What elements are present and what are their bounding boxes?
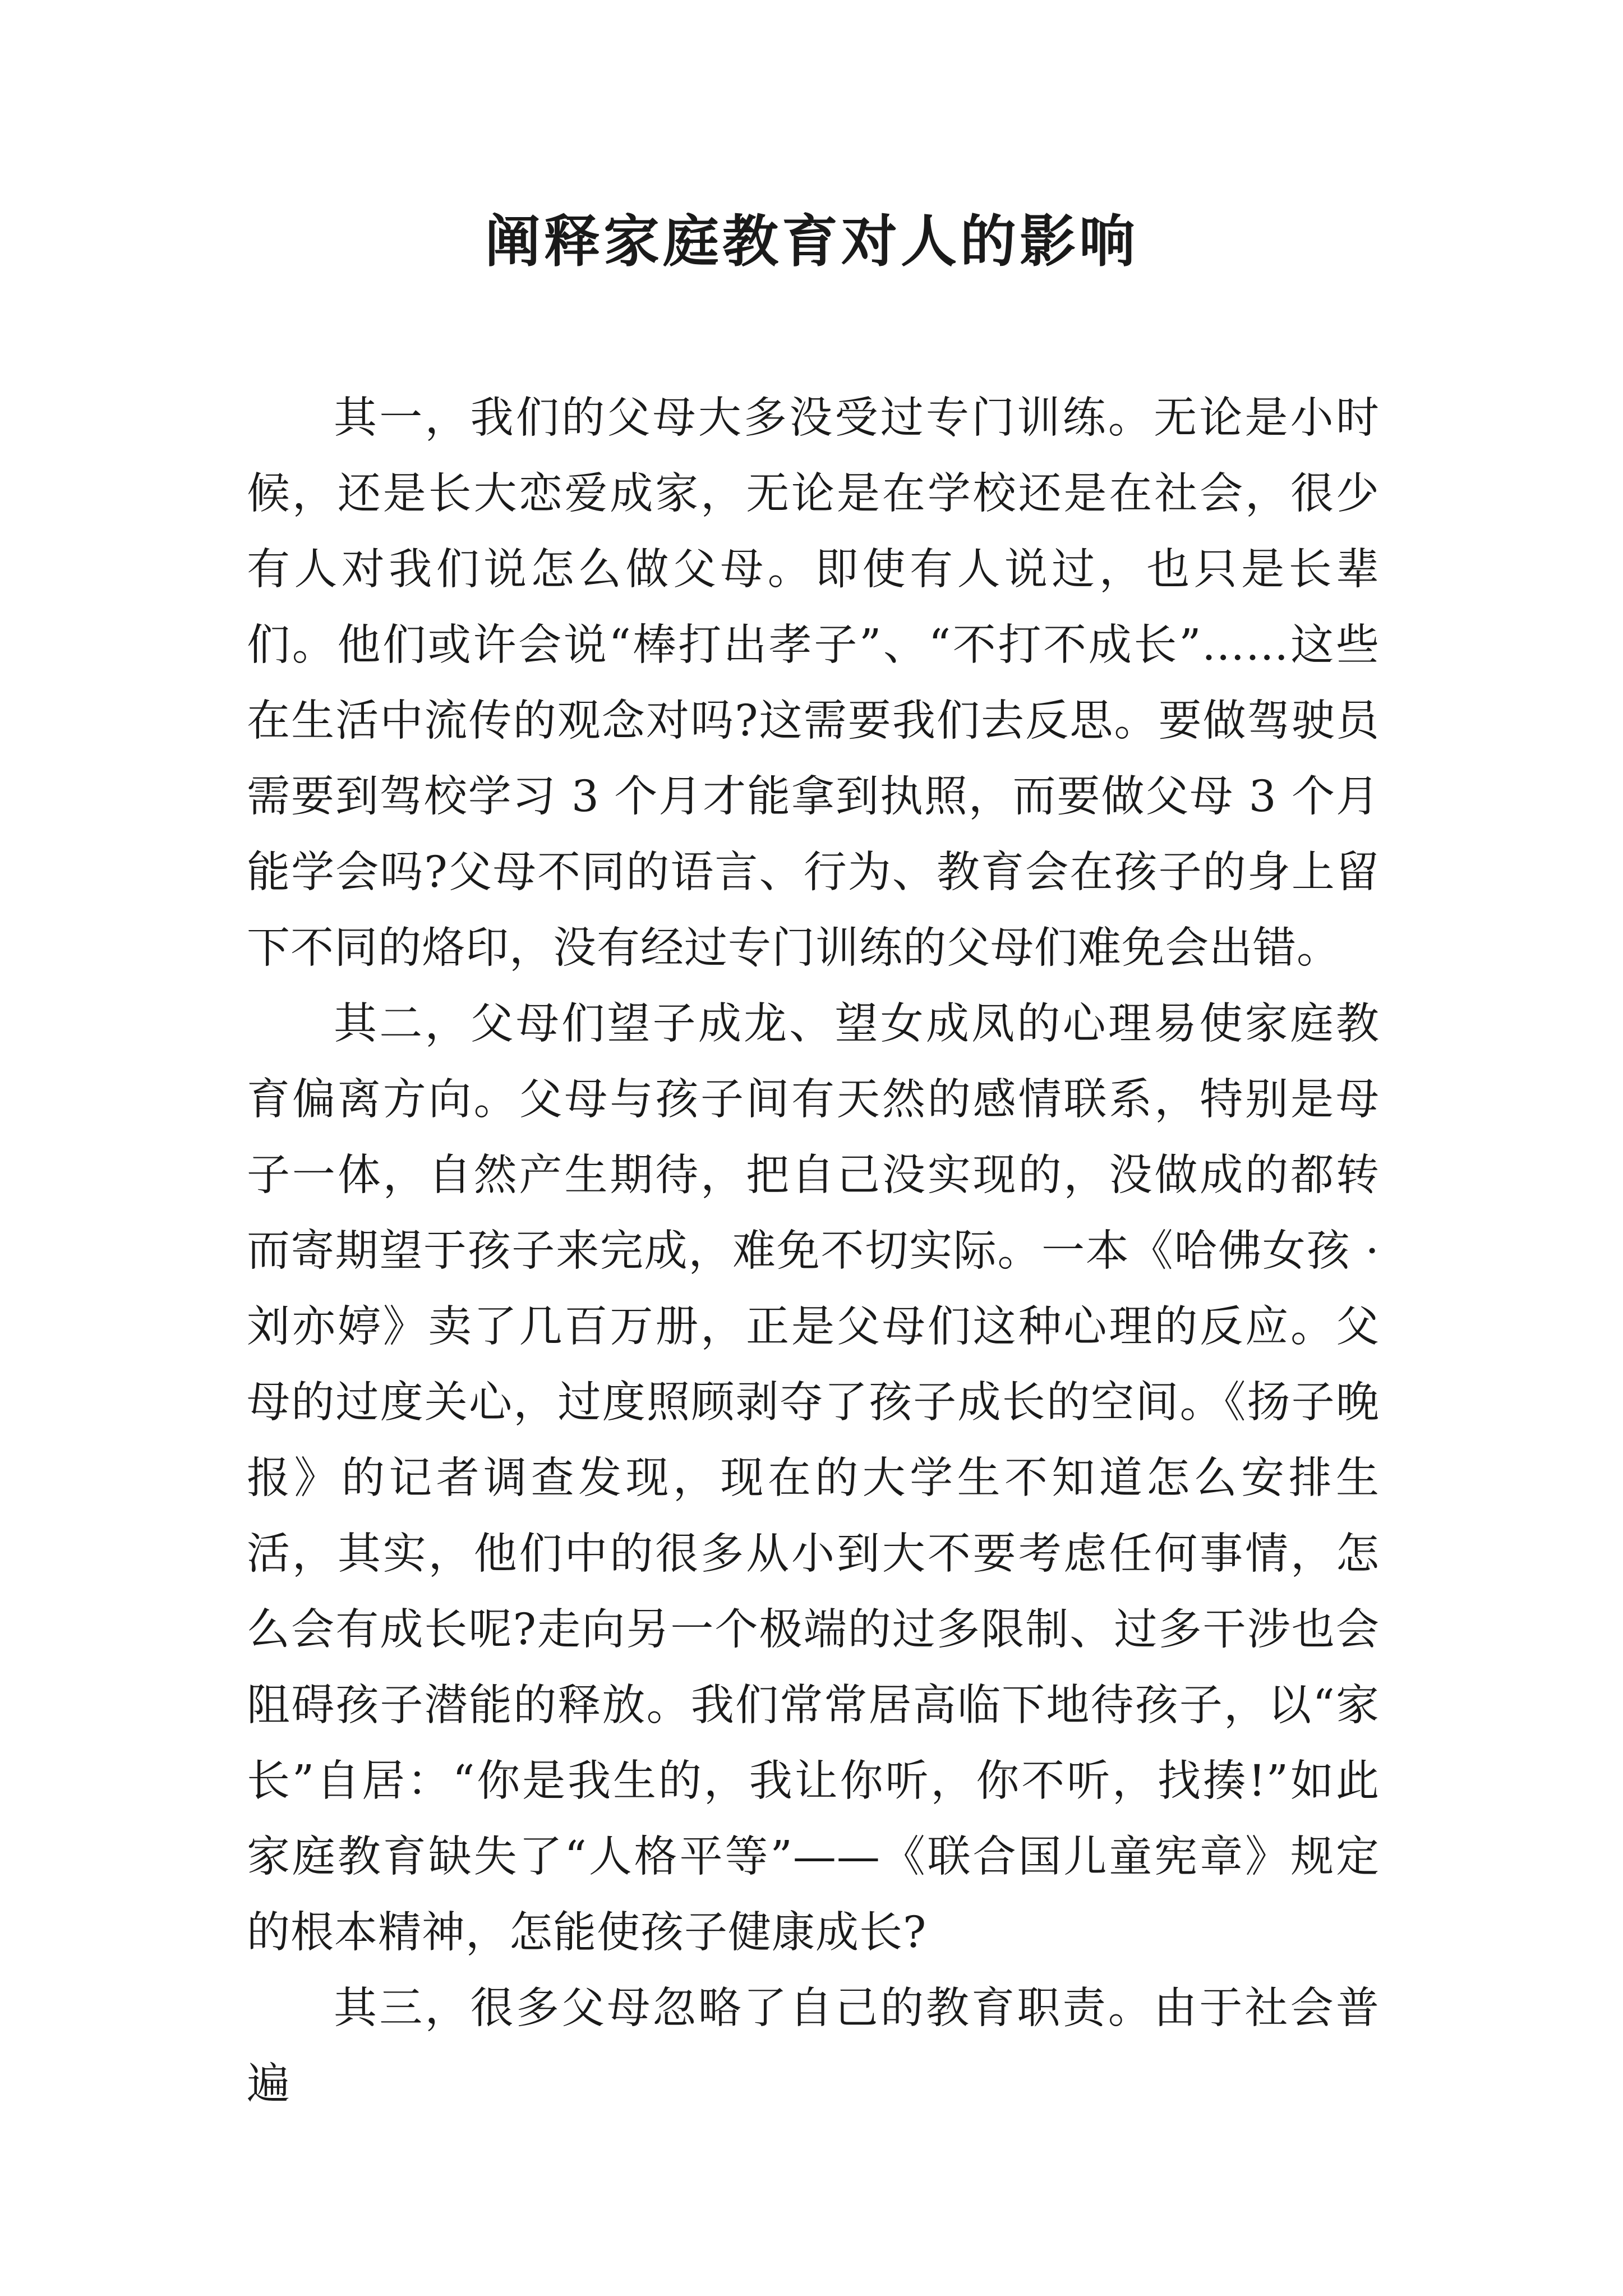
document-title: 阐释家庭教育对人的影响 [485, 208, 1138, 274]
paragraph-1: 其一，我们的父母大多没受过专门训练。无论是小时候，还是长大恋爱成家，无论是在学校还是在社会，很少有人对我们说怎么做父母。即使有人说过，也只是长辈们。他们或许会说“棒打出孝子”、“不打不成长”……这些在生活中流传的观念对吗?这需要我们去反思。要做驾驶员需要到驾校学习 3 个月才能拿到执照，而要做父母 3 个月能学会吗?父母不同的语言、行为、教育会在孩子的身上留下不同的烙印，没有经过专门训练的父母们难免会出错。 [247, 393, 1380, 973]
document-body [247, 380, 1380, 2122]
paragraph-3: 其三，很多父母忽略了自己的教育职责。由于社会普遍 [247, 1984, 1380, 2109]
paragraph-2: 其二，父母们望子成龙、望女成凤的心理易使家庭教育偏离方向。父母与孩子间有天然的感情联系，特别是母子一体，自然产生期待，把自己没实现的，没做成的都转而寄期望于孩子来完成，难免不切实际。一本《哈佛女孩 · 刘亦婷》卖了几百万册，正是父母们这种心理的反应。父母的过度关心，过度照顾剥夺了孩子成长的空间。《扬子晚报》的记者调查发现，现在的大学生不知道怎么安排生活，其实，他们中的很多从小到大不要考虑任何事情，怎么会有成长呢?走向另一个极端的过多限制、过多干涉也会阻碍孩子潜能的释放。我们常常居高临下地待孩子，以“家长”自居：“你是我生的，我让你听，你不听，找揍!”如此家庭教育缺失了“人格平等”——《联合国儿童宪章》规定的根本精神，怎能使孩子健康成长? [247, 999, 1380, 1958]
